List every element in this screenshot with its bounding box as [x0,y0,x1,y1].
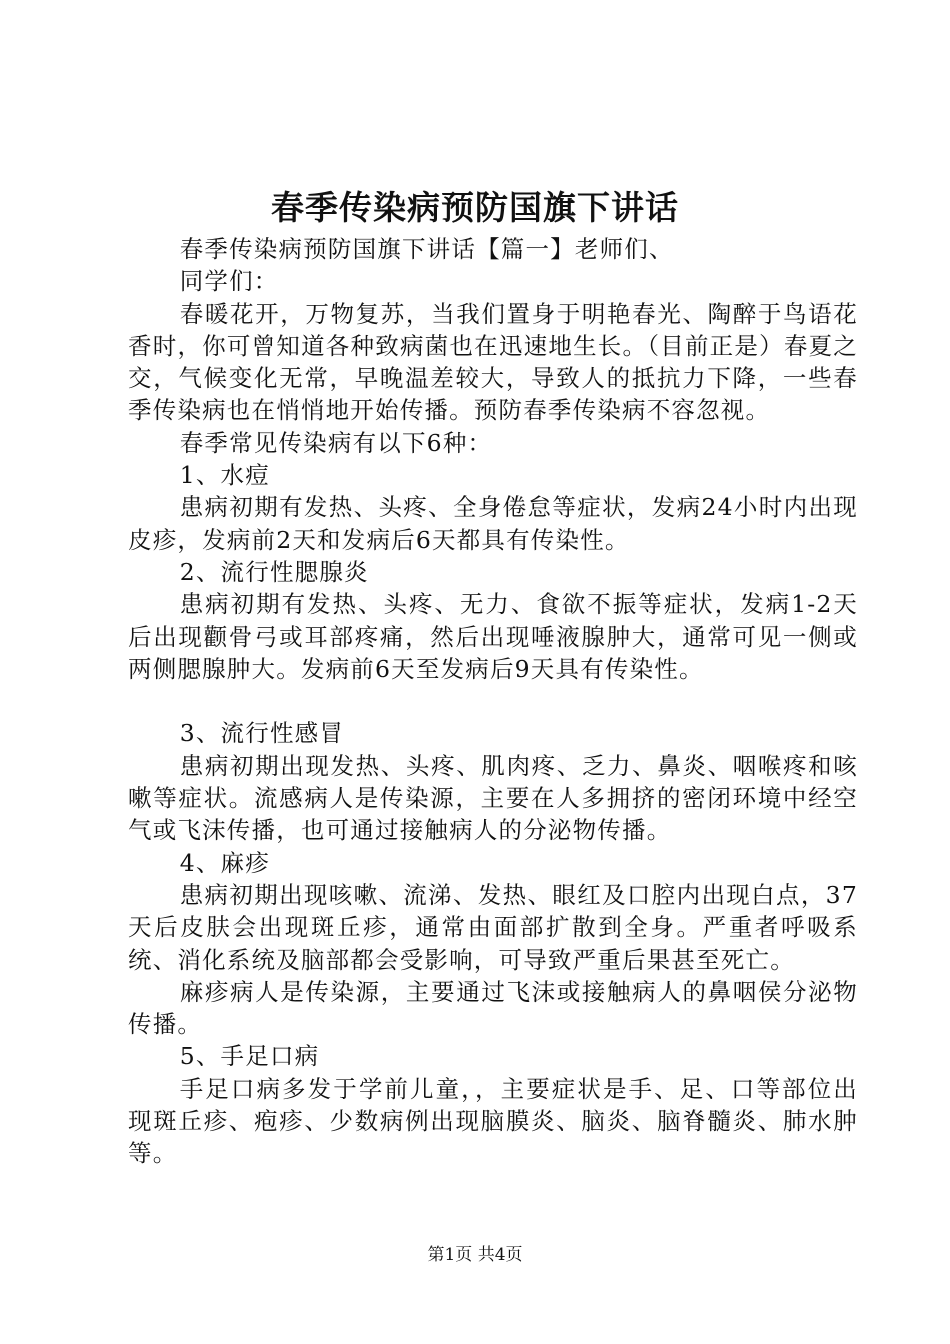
page-footer: 第1页 共4页 [427,1245,523,1265]
blank-line [128,685,858,717]
page-title: 春季传染病预防国旗下讲话 [271,188,679,227]
section-heading: 5、手足口病 [179,1042,320,1071]
paragraph: 春季传染病预防国旗下讲话【篇一】老师们、 [179,235,674,263]
section-heading: 2、流行性腮腺炎 [179,557,369,586]
paragraph: 患病初期有发热、头疼、无力、食欲不振等症状，发病1-2天后出现颧骨弓或耳部疼痛，然后出现唾液腺肿大，通常可见一侧或两侧腮腺肿大。发病前6天至发病后9天具有传染性。 [128,590,858,683]
paragraph: 手足口病多发于学前儿童，，主要症状是手、足、口等部位出现斑丘疹、疱疹、少数病例出现脑膜炎、脑炎、脑脊髓炎、肺水肿等。 [128,1074,858,1168]
body-text [128,233,858,1170]
paragraph: 春季常见传染病有以下6种： [179,428,493,457]
paragraph: 患病初期出现咳嗽、流涕、发热、眼红及口腔内出现白点，37天后皮肤会出现斑丘疹，通常由面部扩散到全身。严重者呼吸系统、消化系统及脑部都会受影响，可导致严重后果甚至死亡。 [128,880,858,974]
section-heading: 3、流行性感冒 [179,719,345,748]
section-heading: 1、水痘 [179,461,270,490]
paragraph: 同学们： [179,267,279,296]
paragraph: 患病初期有发热、头疼、全身倦怠等症状，发病24小时内出现皮疹，发病前2天和发病后6天都具有传染性。 [128,493,858,554]
paragraph: 麻疹病人是传染源，主要通过飞沫或接触病人的鼻咽侯分泌物传播。 [128,977,858,1039]
paragraph: 患病初期出现发热、头疼、肌肉疼、乏力、鼻炎、咽喉疼和咳嗽等症状。流感病人是传染源，主要在人多拥挤的密闭环境中经空气或飞沫传播，也可通过接触病人的分泌物传播。 [128,751,858,845]
paragraph: 春暖花开，万物复苏，当我们置身于明艳春光、陶醉于鸟语花香时，你可曾知道各种致病菌也在迅速地生长。（目前正是）春夏之交，气候变化无常，早晚温差较大，导致人的抵抗力下降，一些春季传染病也在悄悄地开始传播。预防春季传染病不容忽视。 [128,299,858,425]
section-heading: 4、麻疹 [179,848,270,877]
